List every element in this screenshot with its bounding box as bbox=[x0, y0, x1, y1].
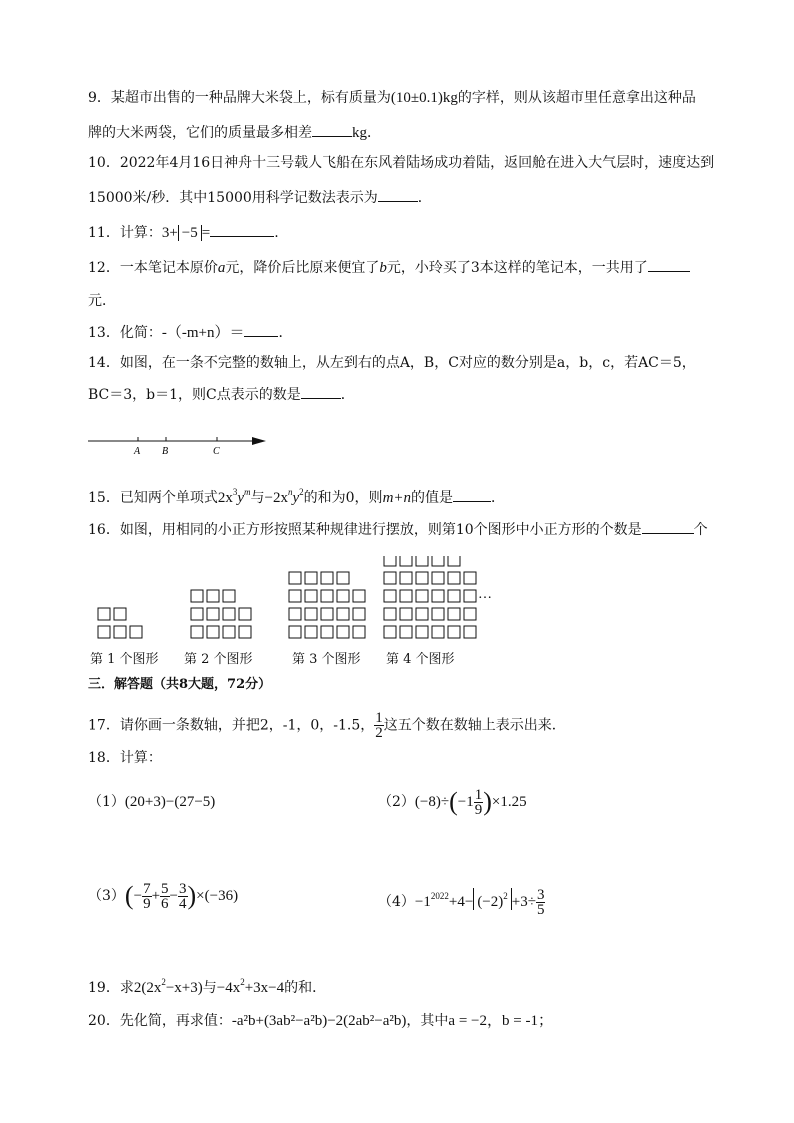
number-line-arrow bbox=[252, 437, 266, 445]
q18-p4-b: +4− bbox=[448, 894, 474, 910]
small-square bbox=[464, 572, 476, 584]
small-square bbox=[191, 608, 203, 620]
point-label-a: A bbox=[134, 446, 141, 457]
q10-answer-blank[interactable] bbox=[378, 187, 418, 202]
q18-p2-label: （2） bbox=[378, 794, 415, 810]
q15-mono1-exp-x: 3 bbox=[232, 487, 238, 497]
q15-mono2-exp-x: n bbox=[287, 487, 293, 497]
small-square bbox=[321, 590, 333, 602]
small-square bbox=[432, 608, 444, 620]
q9-text-c: 牌的大米两袋，它们的质量最多相差 bbox=[88, 125, 312, 141]
small-square bbox=[416, 590, 428, 602]
q15-period: ． bbox=[491, 490, 506, 506]
q15-mono1-exp-y: m bbox=[244, 487, 251, 497]
q18-p3-d2: 6 bbox=[161, 895, 169, 912]
question-10-line-1 bbox=[88, 153, 714, 173]
small-square bbox=[191, 626, 203, 638]
q19-expr1-exp: 2 bbox=[161, 977, 166, 987]
q15-mono1-coef: 2x bbox=[217, 490, 233, 506]
small-square bbox=[432, 572, 444, 584]
q16-square-patterns bbox=[0, 556, 794, 646]
small-square bbox=[223, 608, 235, 620]
small-square bbox=[384, 626, 396, 638]
q12-var-a: a bbox=[217, 260, 226, 276]
q15-mono2-y: y bbox=[292, 490, 300, 506]
q19-expr2: −4x bbox=[216, 980, 241, 996]
q18-p3-n3: 3 bbox=[179, 880, 187, 897]
q9-unit: kg bbox=[352, 125, 367, 141]
section-3-heading bbox=[88, 675, 271, 695]
question-13 bbox=[88, 322, 292, 343]
q15-mono2-exp-y: 2 bbox=[299, 487, 304, 497]
q18-p3-d1: 9 bbox=[143, 895, 151, 912]
q17-frac-den: 2 bbox=[375, 725, 383, 741]
small-square bbox=[400, 626, 412, 638]
q19-expr1b: −x+3) bbox=[165, 980, 203, 996]
q9-text-a: 9．某超市出售的一种品牌大米袋上，标有质量为 bbox=[88, 90, 391, 106]
q18-p3-d: ×(−36) bbox=[196, 888, 239, 904]
q15-mono1-y: y bbox=[237, 490, 244, 506]
q18-p2-rparen: ) bbox=[483, 787, 492, 816]
q18-p3-a: − bbox=[133, 888, 143, 904]
q18-p3-frac-2 bbox=[160, 882, 170, 911]
q11-answer-blank[interactable] bbox=[210, 222, 274, 237]
small-square bbox=[464, 626, 476, 638]
question-18-label bbox=[88, 748, 162, 768]
q17-fraction-half bbox=[374, 711, 384, 740]
q11-expr: 3+ bbox=[161, 225, 178, 241]
small-square bbox=[337, 626, 349, 638]
q9-text-b: 的字样，则从该超市里任意拿出这种品 bbox=[457, 90, 696, 106]
question-12-line-2 bbox=[88, 291, 116, 311]
small-square bbox=[416, 556, 428, 566]
q12-text-b: 元，降价后比原来便宜了 bbox=[225, 260, 380, 276]
q18-p3-b: + bbox=[151, 888, 161, 904]
q20-text-b: ，其中 bbox=[406, 1013, 449, 1029]
q18-p4-absolute-value bbox=[473, 888, 511, 910]
question-19 bbox=[88, 972, 326, 998]
small-square bbox=[353, 608, 365, 620]
question-14-line-2 bbox=[88, 384, 355, 405]
small-square bbox=[448, 556, 460, 566]
small-square bbox=[448, 608, 460, 620]
small-square bbox=[191, 590, 203, 602]
q17-frac-num: 1 bbox=[375, 710, 383, 726]
small-square bbox=[305, 608, 317, 620]
small-square bbox=[305, 626, 317, 638]
small-square bbox=[305, 590, 317, 602]
q18-p3-lparen: ( bbox=[124, 881, 134, 910]
q19-with: 与 bbox=[202, 980, 217, 996]
q17-text-a: 17．请你画一条数轴，并把2，-1，0，-1.5， bbox=[88, 717, 375, 734]
small-square bbox=[384, 608, 396, 620]
q18-p3-n1: 7 bbox=[143, 880, 151, 897]
small-square bbox=[321, 572, 333, 584]
small-square bbox=[400, 590, 412, 602]
q18-p4-abs-base: (−2) bbox=[477, 894, 504, 910]
small-square bbox=[114, 608, 126, 620]
q18-part-4 bbox=[378, 878, 545, 920]
small-square bbox=[207, 590, 219, 602]
q18-p3-frac-1 bbox=[142, 882, 152, 911]
q18-p4-a: −1 bbox=[414, 894, 431, 910]
q16-text-a: 16．如图，用相同的小正方形按照某种规律进行摆放，则第10个图形中小正方形的个数是 bbox=[88, 522, 642, 538]
q11-equals: = bbox=[201, 225, 211, 241]
small-square bbox=[448, 626, 460, 638]
small-square bbox=[98, 626, 110, 638]
q9-mass-expression: (10±0.1)kg bbox=[390, 90, 458, 106]
q18-p4-exp: 2022 bbox=[430, 891, 449, 901]
question-10-line-2 bbox=[88, 187, 432, 208]
q14-text-b: BC＝3，b＝1，则C点表示的数是 bbox=[88, 387, 301, 403]
q18-p2-c: ×1.25 bbox=[491, 794, 527, 810]
question-15 bbox=[88, 482, 505, 508]
q18-p3-rparen: ) bbox=[187, 881, 197, 910]
question-9-line-1 bbox=[88, 88, 696, 108]
q13-expr: -（-m+n）＝ bbox=[161, 325, 245, 341]
small-square bbox=[337, 572, 349, 584]
small-square bbox=[337, 590, 349, 602]
q18-part-2 bbox=[378, 784, 527, 820]
figure-caption-2: 第 2 个图形 bbox=[184, 652, 253, 667]
small-square bbox=[289, 572, 301, 584]
small-square bbox=[130, 626, 142, 638]
q16-answer-blank[interactable] bbox=[642, 519, 694, 534]
q18-p4-c: +3÷ bbox=[511, 894, 536, 910]
q18-p4-fraction bbox=[536, 888, 546, 917]
q19-expr2-exp: 2 bbox=[240, 977, 245, 987]
small-square bbox=[239, 626, 251, 638]
q18-p3-n2: 5 bbox=[161, 880, 169, 897]
q11-absolute-value: −5 bbox=[178, 225, 202, 241]
small-square bbox=[207, 626, 219, 638]
q20-text-a: 20．先化简，再求值： bbox=[88, 1013, 232, 1029]
q12-text-c: 元，小玲买了3本这样的笔记本，一共用了 bbox=[386, 260, 648, 276]
q12-text-d: 元． bbox=[88, 293, 116, 309]
question-14-line-1 bbox=[88, 353, 696, 373]
q14-answer-blank[interactable] bbox=[301, 384, 341, 399]
section-3-title: 三．解答题（共8大题，72分） bbox=[88, 677, 272, 692]
q18-part-3 bbox=[88, 878, 238, 914]
q18-p2-a: (−8)÷ bbox=[414, 794, 450, 810]
small-square bbox=[223, 590, 235, 602]
small-square bbox=[416, 608, 428, 620]
q18-p4-label: （4） bbox=[378, 894, 415, 910]
small-square bbox=[353, 626, 365, 638]
small-square bbox=[289, 590, 301, 602]
q15-text-a: 15．已知两个单项式 bbox=[88, 490, 218, 506]
small-square bbox=[337, 608, 349, 620]
question-12-line-1 bbox=[88, 257, 690, 278]
small-square bbox=[289, 626, 301, 638]
small-square bbox=[239, 608, 251, 620]
q19-expr1: 2(2x bbox=[133, 980, 162, 996]
small-square bbox=[384, 572, 396, 584]
q17-text-b: 这五个数在数轴上表示出来． bbox=[383, 717, 566, 734]
q16-text-b: 个 bbox=[693, 522, 708, 538]
small-square bbox=[98, 608, 110, 620]
q14-text-a: 14．如图，在一条不完整的数轴上，从左到右的点A，B，C对应的数分别是a，b，c，若AC＝5， bbox=[88, 355, 696, 371]
q9-answer-blank[interactable] bbox=[312, 122, 352, 137]
question-11 bbox=[88, 222, 279, 243]
q18-p3-d3: 4 bbox=[179, 895, 187, 912]
q20-conditions: a = −2，b = -1； bbox=[448, 1013, 553, 1029]
q10-text-a: 10．2022年4月16日神舟十三号载人飞船在东风着陆场成功着陆，返回舱在进入大气层时，速度达到 bbox=[88, 155, 715, 171]
q18-p1-label: （1） bbox=[88, 794, 125, 810]
q18-p2-fraction bbox=[474, 788, 484, 817]
figure-caption-1: 第 1 个图形 bbox=[90, 652, 159, 667]
small-square bbox=[384, 590, 396, 602]
small-square bbox=[321, 626, 333, 638]
small-square bbox=[464, 608, 476, 620]
q14-number-line bbox=[86, 428, 272, 458]
q12-var-b: b bbox=[379, 260, 387, 276]
figure-caption-3: 第 3 个图形 bbox=[292, 652, 361, 667]
q18-p3-label: （3） bbox=[88, 888, 125, 904]
q11-period: . bbox=[274, 225, 279, 241]
small-square bbox=[448, 572, 460, 584]
q13-period: ． bbox=[278, 325, 293, 341]
small-square bbox=[432, 626, 444, 638]
q18-p1-expr: (20+3)−(27−5) bbox=[124, 794, 216, 810]
q18-p2-b: −1 bbox=[457, 794, 474, 810]
pattern-ellipsis: … bbox=[478, 587, 492, 602]
small-square bbox=[289, 608, 301, 620]
small-square bbox=[353, 590, 365, 602]
q12-text-a: 12．一本笔记本原价 bbox=[88, 260, 218, 276]
small-square bbox=[448, 590, 460, 602]
q15-with: 与 bbox=[250, 490, 265, 506]
small-square bbox=[416, 572, 428, 584]
q20-expression: -a²b+(3ab²−a²b)−2(2ab²−a²b) bbox=[231, 1013, 407, 1029]
small-square bbox=[400, 556, 412, 566]
q11-label: 11．计算： bbox=[88, 225, 162, 241]
q18-p4-abs-exp: 2 bbox=[503, 891, 508, 901]
q18-p4-den: 5 bbox=[536, 901, 545, 918]
question-20 bbox=[88, 1011, 553, 1031]
question-16 bbox=[88, 519, 708, 540]
small-square bbox=[432, 556, 444, 566]
question-9-line-2 bbox=[88, 122, 381, 143]
q18-label: 18．计算： bbox=[88, 750, 162, 766]
small-square bbox=[207, 608, 219, 620]
small-square bbox=[321, 608, 333, 620]
q12-answer-blank[interactable] bbox=[648, 257, 690, 272]
q18-p2-lparen: ( bbox=[449, 787, 458, 816]
q15-answer-blank[interactable] bbox=[453, 487, 491, 502]
q13-label: 13．化简： bbox=[88, 325, 162, 341]
q13-answer-blank[interactable] bbox=[244, 322, 278, 337]
q9-period: ． bbox=[367, 125, 381, 141]
q18-p3-frac-3 bbox=[178, 882, 188, 911]
point-label-c: C bbox=[213, 446, 220, 457]
q10-text-b: 15000米/秒．其中15000用科学记数法表示为 bbox=[88, 190, 378, 206]
small-square bbox=[400, 608, 412, 620]
q10-period: ． bbox=[417, 190, 432, 206]
small-square bbox=[114, 626, 126, 638]
q19-text-a: 19．求 bbox=[88, 980, 134, 996]
figure-caption-4: 第 4 个图形 bbox=[386, 652, 455, 667]
q19-expr2b: +3x−4 bbox=[244, 980, 285, 996]
small-square bbox=[416, 626, 428, 638]
small-square bbox=[432, 590, 444, 602]
q15-text-c: 的值是 bbox=[411, 490, 454, 506]
q18-p2-num: 1 bbox=[474, 786, 483, 803]
q19-text-b: 的和． bbox=[284, 980, 327, 996]
q15-m-plus-n: m+n bbox=[382, 490, 412, 506]
small-square bbox=[384, 556, 396, 566]
q15-text-b: 的和为0，则 bbox=[303, 490, 383, 506]
question-17 bbox=[88, 711, 566, 740]
q15-mono2-coef: −2x bbox=[264, 490, 288, 506]
q18-p3-c: − bbox=[169, 888, 178, 904]
small-square bbox=[400, 572, 412, 584]
small-square bbox=[464, 590, 476, 602]
small-square bbox=[305, 572, 317, 584]
q18-p4-num: 3 bbox=[536, 886, 545, 903]
q14-period: ． bbox=[340, 387, 355, 403]
small-square bbox=[223, 626, 235, 638]
point-label-b: B bbox=[162, 446, 169, 457]
q18-p2-den: 9 bbox=[474, 801, 483, 818]
q18-part-1 bbox=[88, 792, 215, 812]
